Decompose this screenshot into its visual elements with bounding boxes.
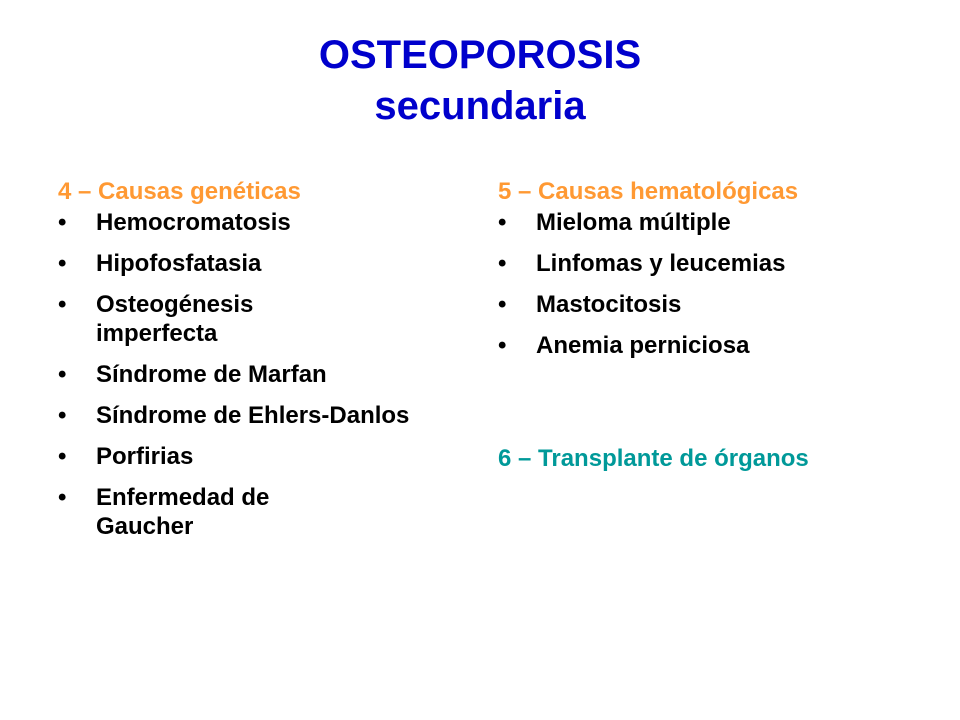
bullet-icon: • — [58, 361, 67, 388]
list-item-text: Osteogénesis imperfecta — [96, 291, 254, 347]
slide-title-line1: OSTEOPOROSIS — [318, 33, 642, 77]
list-item-text: Mieloma múltiple — [536, 209, 731, 236]
list-item — [498, 331, 918, 360]
bullet-icon: • — [58, 250, 67, 277]
list-item-text: Síndrome de Marfan — [96, 361, 327, 388]
list-item — [58, 249, 458, 278]
list-item — [58, 290, 458, 348]
bullet-icon: • — [498, 209, 507, 236]
list-item-text: Hipofosfatasia — [96, 250, 262, 277]
list-item — [58, 401, 458, 430]
list-item-text: Síndrome de Ehlers-Danlos — [96, 402, 410, 429]
list-item — [498, 290, 918, 319]
bullet-icon: • — [58, 484, 67, 511]
genetic-causes-heading: 4 – Causas genéticas — [58, 178, 301, 205]
list-item — [58, 208, 458, 237]
genetic-causes-list — [58, 208, 458, 541]
hematologic-causes-list — [498, 208, 918, 360]
list-item-text: Hemocromatosis — [96, 209, 291, 236]
bullet-icon: • — [58, 402, 67, 429]
list-item — [58, 360, 458, 389]
list-item-text: Anemia perniciosa — [536, 332, 750, 359]
slide-title — [0, 30, 960, 132]
genetic-causes-column — [58, 176, 458, 553]
bullet-icon: • — [58, 291, 67, 318]
bullet-icon: • — [498, 250, 507, 277]
list-item — [498, 249, 918, 278]
list-item — [498, 208, 918, 237]
bullet-icon: • — [498, 332, 507, 359]
list-item-text: Enfermedad de Gaucher — [96, 484, 270, 540]
list-item-text: Porfirias — [96, 443, 194, 470]
bullet-icon: • — [498, 291, 507, 318]
slide-title-line2: secundaria — [374, 84, 586, 128]
list-item-text: Linfomas y leucemias — [536, 250, 786, 277]
bullet-icon: • — [58, 209, 67, 236]
list-item — [58, 442, 458, 471]
list-item — [58, 483, 458, 541]
hematologic-causes-column — [498, 176, 918, 475]
list-item-text: Mastocitosis — [536, 291, 682, 318]
hematologic-causes-heading: 5 – Causas hematológicas — [498, 178, 799, 205]
bullet-icon: • — [58, 443, 67, 470]
transplant-heading: 6 – Transplante de órganos — [498, 445, 809, 472]
